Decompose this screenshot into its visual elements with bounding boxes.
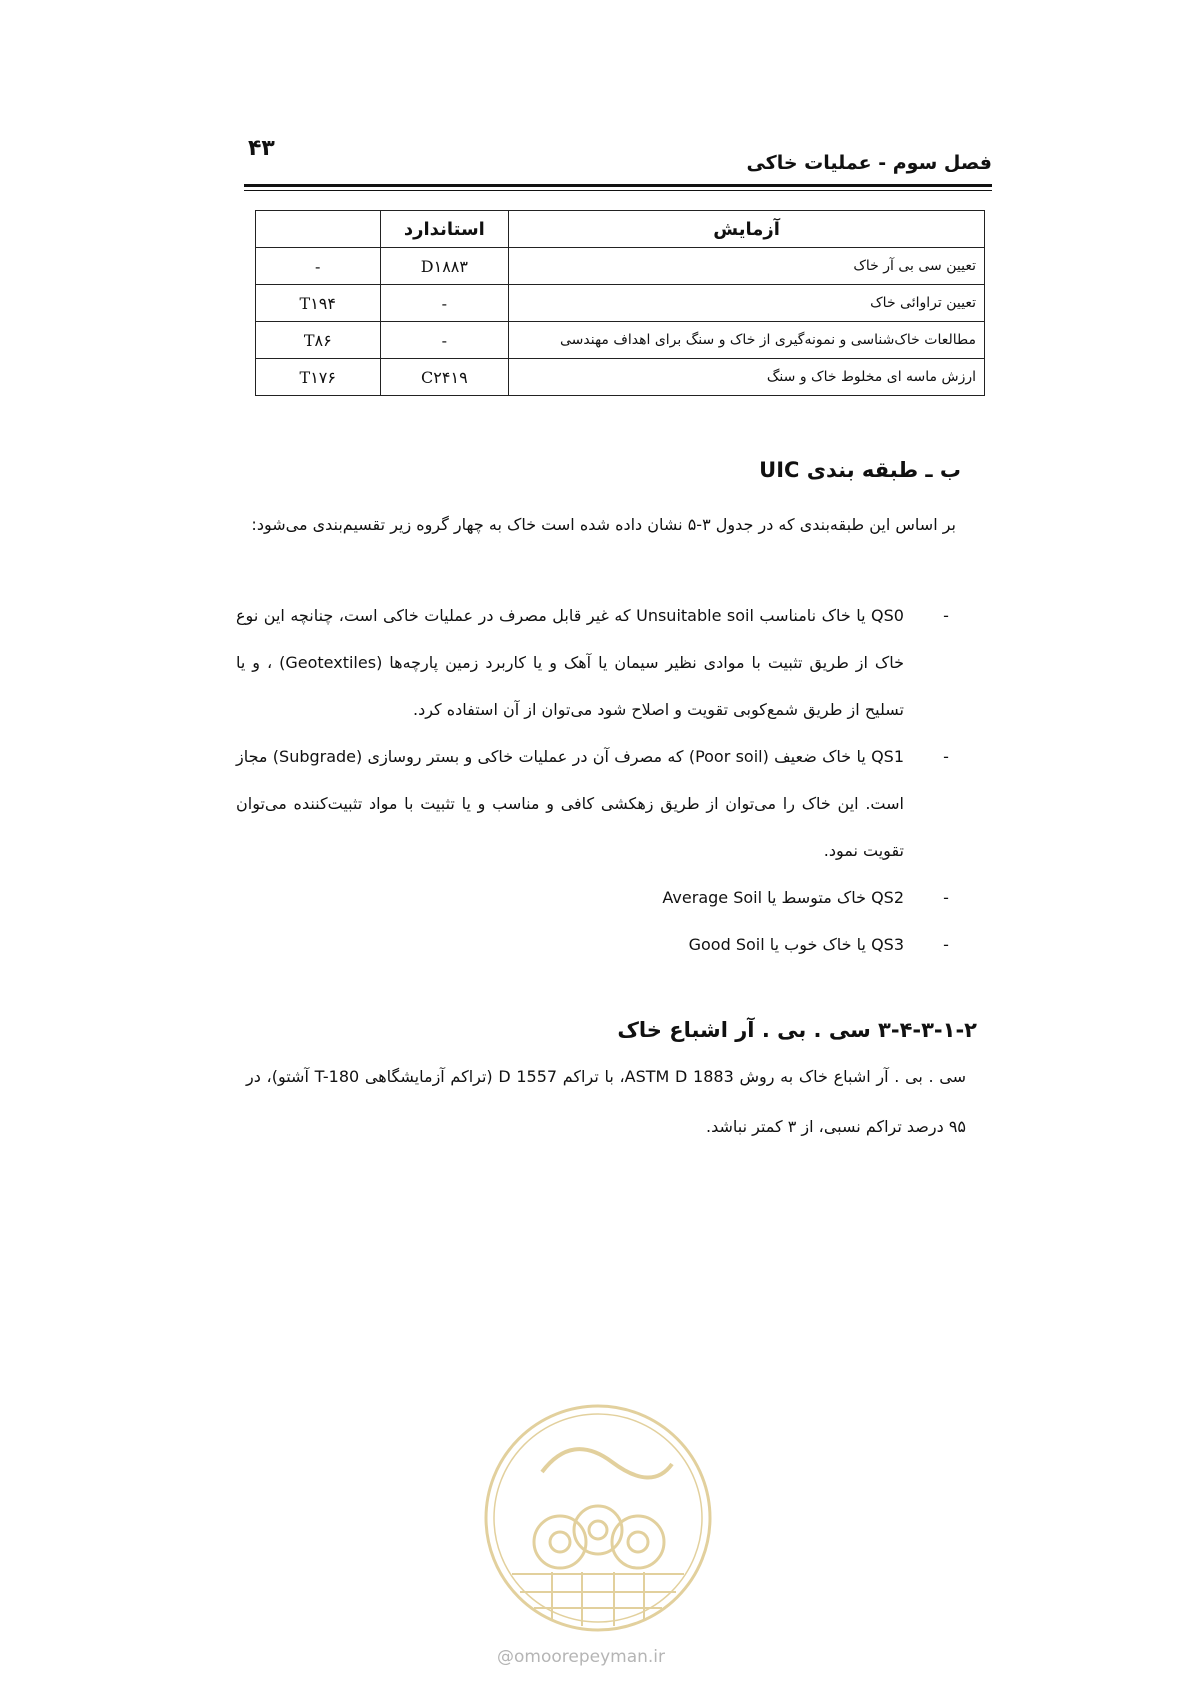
- table-cell-aashto: -: [256, 248, 381, 285]
- table-header-test: آزمایش: [509, 211, 985, 248]
- list-item: [236, 874, 956, 921]
- list-item-text: QS1 یا خاک ضعیف (Poor soil) که مصرف آن در عملیات خاکی و بستر روسازی (Subgrade) مجاز است. این خاک را می‌توان از طریق زهکشی کافی و مناسب و یا تثبیت با مواد تثبیت‌کننده می‌توان تقویت نمود.: [236, 747, 904, 860]
- table-cell-test: تعیین تراوائی خاک: [509, 285, 985, 322]
- table-header-row: [256, 211, 985, 248]
- list-item: [236, 921, 956, 968]
- watermark-url: @omoorepeyman.ir: [497, 1647, 666, 1667]
- table-cell-aashto: T۱۷۶: [256, 359, 381, 396]
- table-cell-aashto: T۱۹۴: [256, 285, 381, 322]
- table-cell-test: تعیین سی بی آر خاک: [509, 248, 985, 285]
- table-header-aashto: [256, 211, 381, 248]
- list-item-text: QS0 یا خاک نامناسب Unsuitable soil که غیر قابل مصرف در عملیات خاکی است، چنانچه این نوع خاک از طریق تثبیت با موادی نظیر سیمان یا آهک و یا کاربرد زمین پارچه‌ها (Geotextiles) ، و یا تسلیح از طریق شمع‌کوبی تقویت و اصلاح شود می‌توان از آن استفاده کرد.: [236, 606, 905, 719]
- header-rule-thin: [244, 190, 992, 191]
- table-row: [256, 285, 985, 322]
- table-cell-test: مطالعات خاک‌شناسی و نمونه‌گیری از خاک و سنگ برای اهداف مهندسی: [509, 322, 985, 359]
- list-item-text: QS2 خاک متوسط یا Average Soil: [662, 888, 904, 907]
- list-dash: -: [943, 606, 949, 625]
- list-dash: -: [943, 935, 949, 954]
- intro-paragraph: بر اساس این طبقه‌بندی که در جدول ۳-۵ نشان داده شده است خاک به چهار گروه زیر تقسیم‌بندی می‌شود:: [251, 515, 956, 534]
- list-dash: -: [943, 888, 949, 907]
- list-item-text: QS3 یا خاک خوب یا Good Soil: [688, 935, 904, 954]
- table-cell-test: ارزش ماسه ای مخلوط خاک و سنگ: [509, 359, 985, 396]
- table-cell-standard: C۲۴۱۹: [380, 359, 509, 396]
- page-number: ۴۳: [248, 136, 275, 161]
- table-row: [256, 322, 985, 359]
- table-header-standard: استاندارد: [380, 211, 509, 248]
- section-heading-uic: ب ـ طبقه بندی UIC: [759, 458, 961, 482]
- watermark-stamp-icon: [482, 1402, 714, 1634]
- cbr-paragraph: سی . بی . آر اشباع خاک به روش ASTM D 1883، با تراکم D 1557 (تراکم آزمایشگاهی T-180 آشتو)، در ۹۵ درصد تراکم نسبی، از ۳ کمتر نباشد.: [246, 1067, 967, 1136]
- chapter-title: فصل سوم - عملیات خاکی: [746, 152, 992, 174]
- tests-table: [255, 210, 985, 396]
- soil-class-list: [236, 592, 956, 968]
- table-cell-standard: -: [380, 322, 509, 359]
- list-dash: -: [943, 747, 949, 766]
- table-row: [256, 359, 985, 396]
- header-rule: [244, 184, 992, 187]
- table-cell-standard: -: [380, 285, 509, 322]
- table-cell-aashto: T۸۶: [256, 322, 381, 359]
- table-cell-standard: D۱۸۸۳: [380, 248, 509, 285]
- subsection-heading-cbr: ۳-۴-۳-۱-۲ سی . بی . آر اشباع خاک: [617, 1018, 977, 1042]
- list-item: [236, 592, 956, 733]
- list-item: [236, 733, 956, 874]
- table-row: [256, 248, 985, 285]
